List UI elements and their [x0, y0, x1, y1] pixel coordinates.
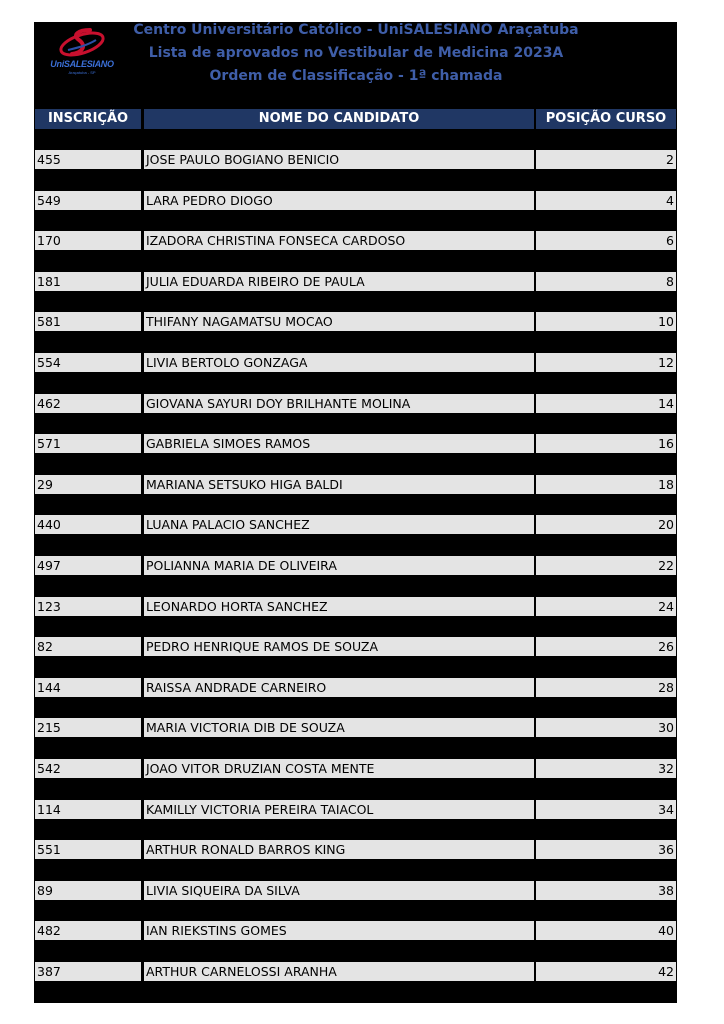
title-list: Lista de aprovados no Vestibular de Medicina 2023A	[148, 45, 564, 61]
cell-posicao: 18	[536, 475, 676, 494]
cell-inscricao: 455	[35, 150, 141, 169]
table-row	[34, 150, 677, 169]
cell-inscricao: 123	[35, 597, 141, 616]
cell-inscricao: 29	[35, 475, 141, 494]
cell-posicao: 40	[536, 921, 676, 940]
table-row	[34, 962, 677, 981]
cell-nome: LUANA PALACIO SANCHEZ	[144, 515, 534, 534]
cell-posicao: 24	[536, 597, 676, 616]
cell-inscricao: 215	[35, 718, 141, 737]
table-row	[34, 678, 677, 697]
cell-inscricao: 387	[35, 962, 141, 981]
cell-inscricao: 114	[35, 800, 141, 819]
cell-inscricao: 542	[35, 759, 141, 778]
cell-inscricao: 497	[35, 556, 141, 575]
table-row	[34, 800, 677, 819]
cell-posicao: 36	[536, 840, 676, 859]
cell-posicao: 32	[536, 759, 676, 778]
cell-inscricao: 440	[35, 515, 141, 534]
cell-posicao: 14	[536, 394, 676, 413]
logo-emblem-icon	[42, 26, 122, 60]
cell-nome: LARA PEDRO DIOGO	[144, 191, 534, 210]
logo-text: UniSALESIANO	[50, 59, 114, 69]
table-row	[34, 434, 677, 453]
column-header-inscricao: INSCRIÇÃO	[35, 109, 141, 129]
cell-nome: ARTHUR RONALD BARROS KING	[144, 840, 534, 859]
table-row	[34, 718, 677, 737]
table-row	[34, 515, 677, 534]
table-row	[34, 312, 677, 331]
column-header-posicao: POSIÇÃO CURSO	[536, 109, 676, 129]
column-header-nome: NOME DO CANDIDATO	[144, 109, 534, 129]
cell-nome: KAMILLY VICTORIA PEREIRA TAIACOL	[144, 800, 534, 819]
table-row	[34, 881, 677, 900]
table-row	[34, 597, 677, 616]
cell-inscricao: 89	[35, 881, 141, 900]
cell-inscricao: 181	[35, 272, 141, 291]
table-row	[34, 191, 677, 210]
table-row	[34, 637, 677, 656]
cell-inscricao: 571	[35, 434, 141, 453]
cell-nome: IZADORA CHRISTINA FONSECA CARDOSO	[144, 231, 534, 250]
cell-nome: ARTHUR CARNELOSSI ARANHA	[144, 962, 534, 981]
cell-posicao: 12	[536, 353, 676, 372]
cell-inscricao: 551	[35, 840, 141, 859]
cell-posicao: 8	[536, 272, 676, 291]
cell-nome: JOAO VITOR DRUZIAN COSTA MENTE	[144, 759, 534, 778]
table-row	[34, 840, 677, 859]
table-row	[34, 272, 677, 291]
cell-inscricao: 581	[35, 312, 141, 331]
cell-nome: MARIANA SETSUKO HIGA BALDI	[144, 475, 534, 494]
cell-nome: JULIA EDUARDA RIBEIRO DE PAULA	[144, 272, 534, 291]
cell-inscricao: 144	[35, 678, 141, 697]
cell-inscricao: 462	[35, 394, 141, 413]
table-row	[34, 231, 677, 250]
cell-posicao: 20	[536, 515, 676, 534]
cell-posicao: 26	[536, 637, 676, 656]
cell-nome: LEONARDO HORTA SANCHEZ	[144, 597, 534, 616]
cell-nome: MARIA VICTORIA DIB DE SOUZA	[144, 718, 534, 737]
cell-nome: LIVIA SIQUEIRA DA SILVA	[144, 881, 534, 900]
cell-nome: JOSE PAULO BOGIANO BENICIO	[144, 150, 534, 169]
cell-posicao: 38	[536, 881, 676, 900]
cell-nome: LIVIA BERTOLO GONZAGA	[144, 353, 534, 372]
cell-nome: THIFANY NAGAMATSU MOCAO	[144, 312, 534, 331]
cell-nome: GABRIELA SIMOES RAMOS	[144, 434, 534, 453]
cell-inscricao: 554	[35, 353, 141, 372]
cell-inscricao: 170	[35, 231, 141, 250]
document-header	[34, 22, 677, 108]
cell-inscricao: 82	[35, 637, 141, 656]
cell-posicao: 28	[536, 678, 676, 697]
table-row	[34, 475, 677, 494]
cell-posicao: 4	[536, 191, 676, 210]
cell-posicao: 10	[536, 312, 676, 331]
cell-nome: POLIANNA MARIA DE OLIVEIRA	[144, 556, 534, 575]
cell-posicao: 2	[536, 150, 676, 169]
cell-inscricao: 549	[35, 191, 141, 210]
cell-nome: IAN RIEKSTINS GOMES	[144, 921, 534, 940]
unisalesiano-logo	[42, 26, 122, 88]
table-row	[34, 556, 677, 575]
table-row	[34, 921, 677, 940]
cell-nome: GIOVANA SAYURI DOY BRILHANTE MOLINA	[144, 394, 534, 413]
document-sheet	[34, 22, 677, 1003]
table-row	[34, 759, 677, 778]
cell-posicao: 16	[536, 434, 676, 453]
cell-posicao: 6	[536, 231, 676, 250]
cell-nome: RAISSA ANDRADE CARNEIRO	[144, 678, 534, 697]
title-institution: Centro Universitário Católico - UniSALESIANO Araçatuba	[133, 22, 579, 38]
logo-subtext: Araçatuba - SP	[68, 70, 96, 75]
cell-posicao: 22	[536, 556, 676, 575]
cell-posicao: 34	[536, 800, 676, 819]
table-row	[34, 394, 677, 413]
cell-inscricao: 482	[35, 921, 141, 940]
cell-posicao: 30	[536, 718, 676, 737]
cell-posicao: 42	[536, 962, 676, 981]
cell-nome: PEDRO HENRIQUE RAMOS DE SOUZA	[144, 637, 534, 656]
title-order: Ordem de Classificação - 1ª chamada	[209, 68, 503, 84]
table-row	[34, 353, 677, 372]
